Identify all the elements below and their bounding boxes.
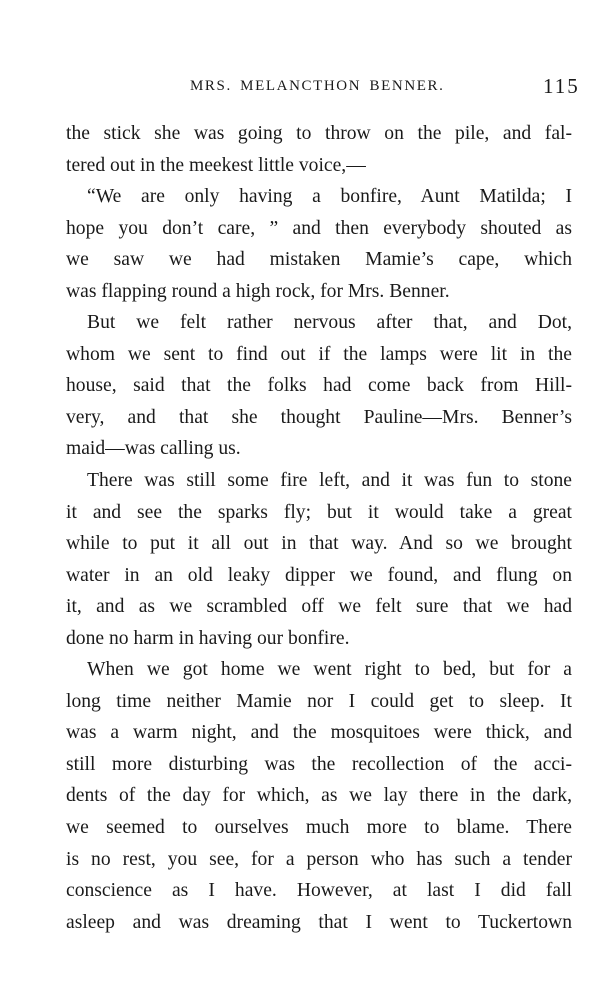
text-line: was a warm night, and the mosquitoes were thick, and (66, 722, 572, 744)
text-line: very, and that she thought Pauline—Mrs. Benner’s (66, 406, 572, 428)
text-line: asleep and was dreaming that I went to Tuckertown (66, 911, 572, 933)
text-line: the stick she was going to throw on the pile, and fal- (66, 123, 572, 144)
text-line: is no rest, you see, for a person who has such a tender (66, 848, 572, 870)
text-line: whom we sent to find out if the lamps were lit in the (66, 343, 572, 365)
running-head: MRS. MELANCTHON BENNER. (190, 78, 445, 94)
text-line: water in an old leaky dipper we found, and flung on (66, 564, 572, 586)
text-line: dents of the day for which, as we lay there in the dark, (66, 785, 572, 807)
text-line: hope you don’t care, ” and then everybody shouted as (66, 217, 572, 239)
page-number: 115 (543, 74, 580, 98)
text-line: done no harm in having our bonfire. (66, 627, 350, 649)
text-line: There was still some fire left, and it was fun to stone (87, 470, 572, 492)
text-line: it, and as we scrambled off we felt sure that we had (66, 596, 572, 618)
text-line: house, said that the folks had come back from Hill- (66, 375, 572, 397)
text-line: we saw we had mistaken Mamie’s cape, which (66, 249, 572, 271)
text-line: maid—was calling us. (66, 438, 241, 460)
text-line: tered out in the meekest little voice,— (66, 154, 366, 176)
text-line: we seemed to ourselves much more to blame. There (66, 817, 572, 839)
text-line: while to put it all out in that way. And so we brought (66, 533, 572, 555)
text-line: “We are only having a bonfire, Aunt Matilda; I (87, 186, 572, 208)
text-line: still more disturbing was the recollection of the acci- (66, 753, 572, 775)
text-line: conscience as I have. However, at last I did fall (66, 880, 572, 902)
text-line: was flapping round a high rock, for Mrs. Benner. (66, 280, 450, 302)
text-line: it and see the sparks fly; but it would take a great (66, 501, 572, 523)
text-line: But we felt rather nervous after that, and Dot, (87, 312, 572, 334)
text-line: When we got home we went right to bed, but for a (87, 659, 572, 681)
body-text (66, 118, 572, 938)
text-line: long time neither Mamie nor I could get to sleep. It (66, 690, 572, 712)
